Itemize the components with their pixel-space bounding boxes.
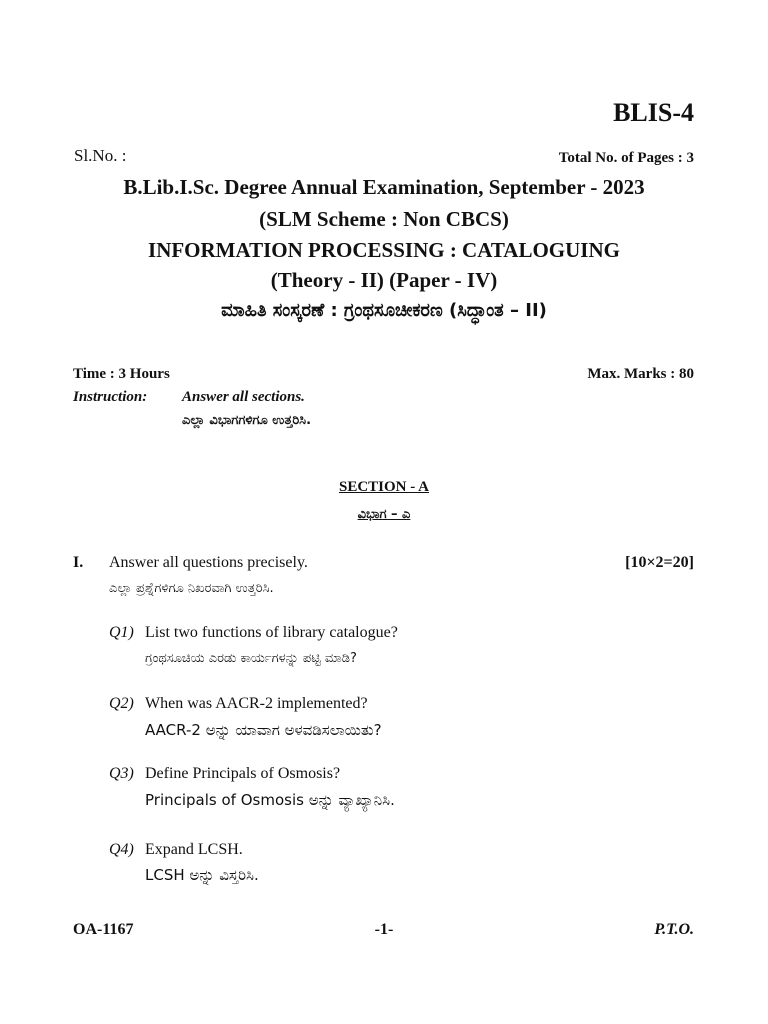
question-text: Define Principals of Osmosis? [145, 765, 341, 782]
footer-code: OA-1167 [73, 921, 134, 938]
question-text: When was AACR-2 implemented? [145, 695, 368, 712]
question-text-kannada: Principals of Osmosis ಅನ್ನು ವ್ಯಾಖ್ಯಾನಿಸಿ. [145, 791, 395, 809]
section-title-kannada: ವಿಭಾಗ – ಎ [357, 507, 411, 522]
question-number: Q1) [109, 624, 134, 641]
question-text-kannada: ಗ್ರಂಥಸೂಚಿಯ ಎರಡು ಕಾರ್ಯಗಳನ್ನು ಪಟ್ಟಿ ಮಾಡಿ? [145, 651, 357, 666]
scheme-line: (SLM Scheme : Non CBCS) [259, 207, 509, 231]
instruction-text-kannada: ಎಲ್ಲಾ ವಿಭಾಗಗಳಿಗೂ ಉತ್ತರಿಸಿ. [182, 413, 312, 428]
paper-line: (Theory - II) (Paper - IV) [270, 268, 498, 292]
section-title: SECTION - A [338, 479, 430, 495]
question-text-kannada: AACR-2 ಅನ್ನು ಯಾವಾಗ ಅಳವಡಿಸಲಾಯಿತು? [145, 721, 382, 739]
question-number: Q4) [109, 841, 134, 858]
part-instruction-kannada: ಎಲ್ಲಾ ಪ್ರಶ್ನೆಗಳಿಗೂ ನಿಖರವಾಗಿ ಉತ್ತರಿಸಿ. [109, 581, 274, 596]
exam-title: B.Lib.I.Sc. Degree Annual Examination, September - 2023 [123, 175, 645, 199]
exam-duration: Time : 3 Hours [73, 366, 170, 382]
question-text: Expand LCSH. [145, 841, 243, 858]
footer-pto: P.T.O. [654, 921, 694, 938]
part-marks: [10×2=20] [625, 554, 694, 571]
subject-title: INFORMATION PROCESSING : CATALOGUING [148, 238, 620, 262]
instruction-label: Instruction: [73, 389, 148, 405]
total-pages: Total No. of Pages : 3 [558, 150, 694, 166]
part-instruction: Answer all questions precisely. [109, 554, 308, 571]
instruction-text: Answer all sections. [182, 389, 305, 405]
max-marks: Max. Marks : 80 [587, 366, 694, 382]
serial-number-label: Sl.No. : [74, 146, 127, 165]
question-number: Q3) [109, 765, 134, 782]
question-text: List two functions of library catalogue? [145, 624, 398, 641]
subject-title-kannada: ಮಾಹಿತಿ ಸಂಸ್ಕರಣೆ : ಗ್ರಂಥಸೂಚೀಕರಣ (ಸಿದ್ಧಾಂತ – II) [221, 300, 547, 321]
part-numeral: I. [73, 554, 84, 571]
footer-page-number: -1- [374, 921, 394, 938]
question-number: Q2) [109, 695, 134, 712]
paper-code: BLIS-4 [613, 98, 694, 127]
question-text-kannada: LCSH ಅನ್ನು ವಿಸ್ತರಿಸಿ. [145, 866, 259, 884]
